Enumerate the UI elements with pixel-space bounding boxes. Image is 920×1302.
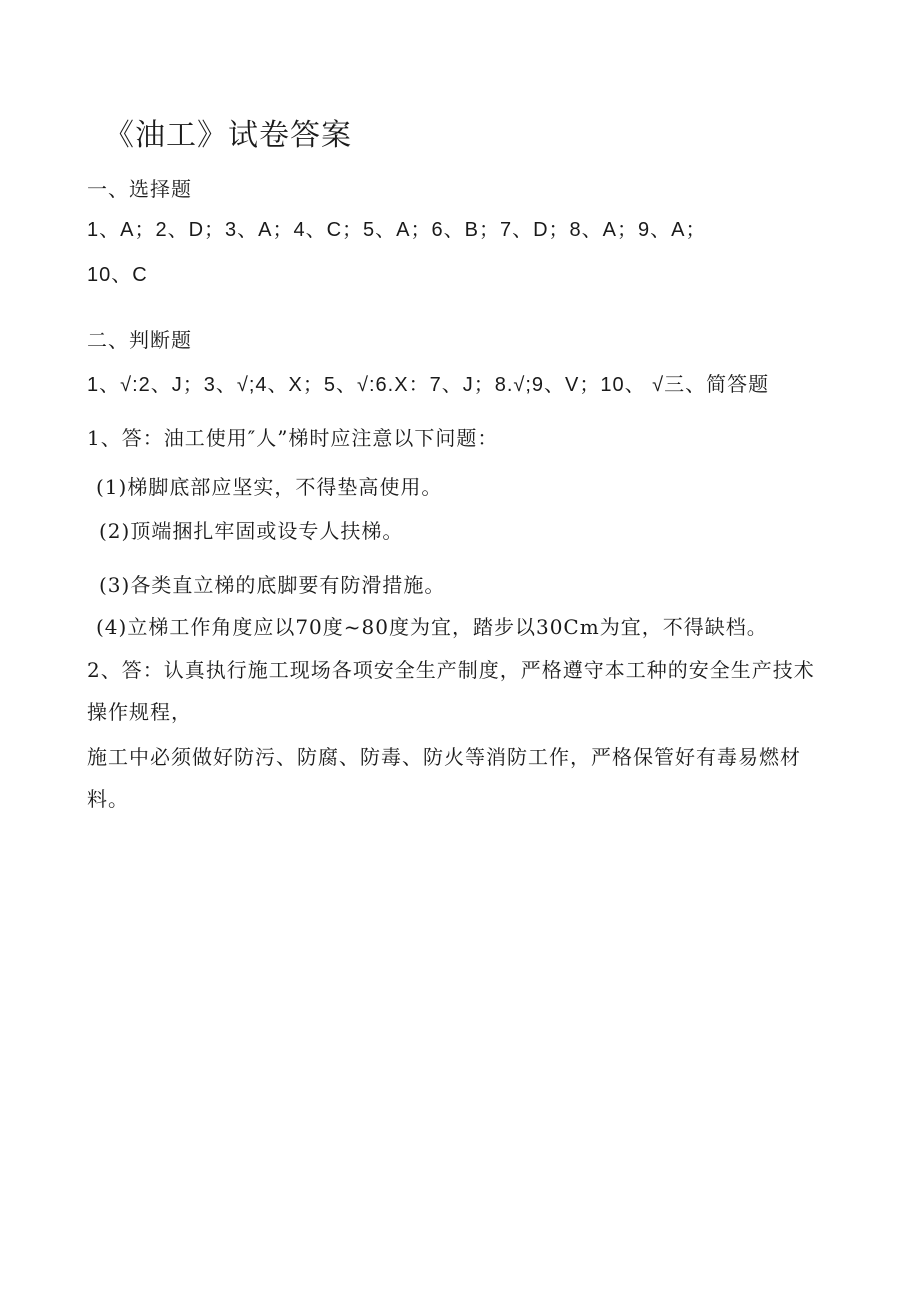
section-heading-choice: 一、选择题 <box>87 177 192 201</box>
document-title: 《油工》试卷答案 <box>104 118 352 153</box>
judgement-answers-line: 1、√:2、J；3、√;4、X；5、√:6.X：7、J；8.√;9、V；10、 √三、简答题 <box>87 374 770 396</box>
short-answer-question-2-line-3: 施工中必须做好防污、防腐、防毒、防火等消防工作，严格保管好有毒易燃材 <box>87 745 801 769</box>
short-answer-question-2-line-2: 操作规程， <box>87 700 192 724</box>
short-answer-question-1: 1、答：油工使用″人”梯时应注意以下问题： <box>87 426 499 450</box>
short-answer-question-2-line-4: 料。 <box>87 787 129 811</box>
choice-answers-line-2: 10、C <box>87 264 148 286</box>
answer-item-2: (2)顶端捆扎牢固或设专人扶梯。 <box>99 519 404 543</box>
short-answer-question-2-line-1: 2、答：认真执行施工现场各项安全生产制度，严格遵守本工种的安全生产技术 <box>87 658 815 682</box>
section-heading-judgement: 二、判断题 <box>87 328 192 352</box>
answer-item-4: (4)立梯工作角度应以70度~80度为宜，踏步以30Cm为宜，不得缺档。 <box>96 615 768 639</box>
answer-item-1: (1)梯脚底部应坚实，不得垫高使用。 <box>96 475 443 499</box>
choice-answers-line-1: 1、A；2、D；3、A；4、C；5、A；6、B；7、D；8、A；9、A； <box>87 219 707 241</box>
answer-item-3: (3)各类直立梯的底脚要有防滑措施。 <box>99 573 446 597</box>
